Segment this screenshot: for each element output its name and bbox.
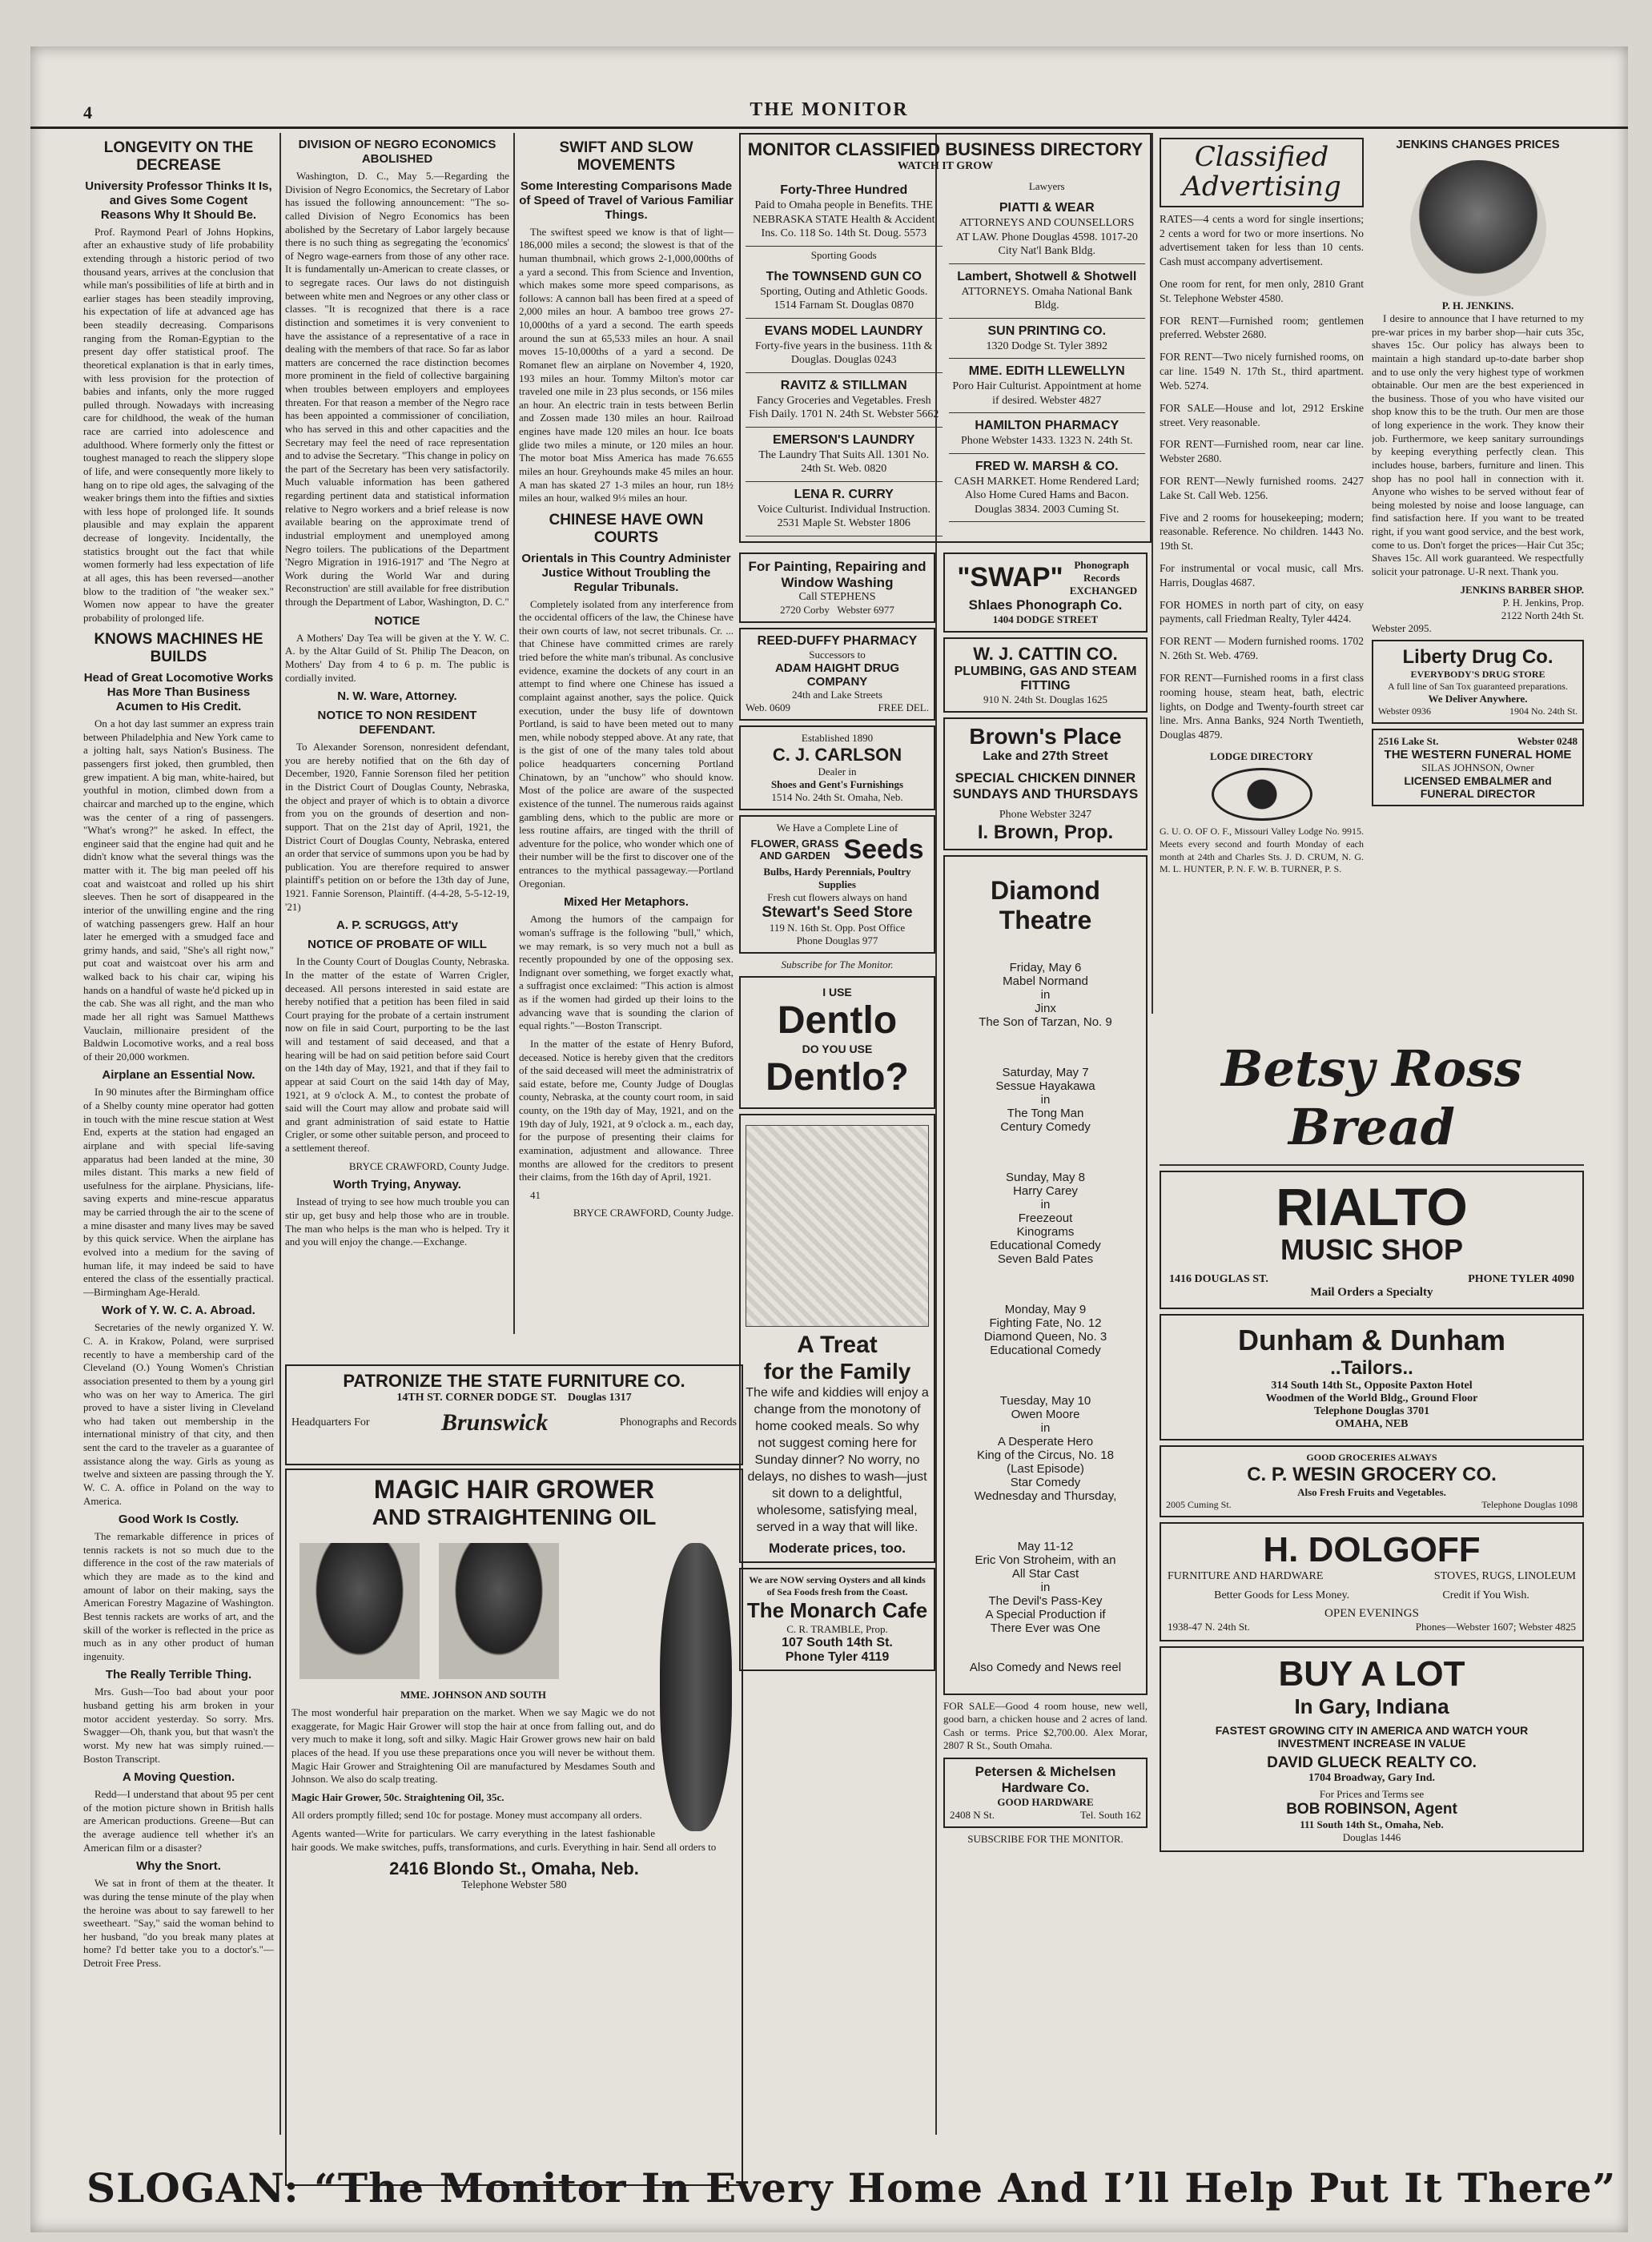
ad-images [291,1538,737,1684]
ad-title: Seeds [843,834,924,865]
article-body: We sat in front of them at the theater. It was during the tense minute of the play when the heroine was about to say farewell to her sweetheart. "Say," said the woman behind to her husband, "do you break many plates at home? I'd better take you to a doctor's."—Detroit Free Press. [83,1877,274,1969]
subscribe-note: SUBSCRIBE FOR THE MONITOR. [967,1833,1123,1845]
attorney-line: A. P. SCRUGGS, Att'y [336,918,458,933]
ad-address: 24th and Lake Streets [792,688,882,701]
portrait-photo [1410,160,1546,296]
article-body: Secretaries of the newly organized Y. W. C. A. in Krakow, Poland, were surprised recently to have a membership card of the Cleveland (O.) Young Women's Christian association presented to them by a young girl who was on her way to America. The girl proved to have a sister living in Cleveland who had taken out membership in the international ministry of that city, and then sent the card to the traveler as a guarantee of assistance along the way. Girls as young as twelve and sixteen are passing through the Y. W. C. A. office in Poland on the way to America. [83,1321,274,1507]
article-body: Completely isolated from any interference from the occidental officers of the law, the Chinese have their own courts of law, not secret tribunals. Cr. ... that Chinese have committed crimes are rarely tried before the white man's tribunal. As conclusive evidence, examine the dockets of any court in an attempt to find where one Chinese has issued a complaint against another, says the police. Quick execution, under the busy life of downtown Portland, is said to have been meted out to many men, while nobody stepped above. At any rate, that is the gist of one of the many tales told about police headquarters concerning Portland Chinatown, by an "unchow" who should know. Most of the police are aware of the suspected existence of the tunnel. The numerous raids against gambling dens, which to the public are more or less routine affairs, are tinged with the thrill of adventure for the police, who wonder which one of their number will be the first to discover one of the entrances to the mythical passageway.—Portland Oregonian. [519,597,734,890]
category-label: Sporting Goods [810,248,877,261]
column-rule [513,133,515,1334]
category-label: Lawyers [1028,180,1065,192]
article-body: I desire to announce that I have returned to my pre-war prices in my barber shop—hair cuts 35c, shaves 15c. Our policy has always been to maintain a high standard up-to-date barber shop and to use only the very highest type of workmen obtainable. Our men are the best experienced in the business. Those of you who have visited our shop know this to be the truth. Our men are those of long experience in the work. They know their job. Furthermore, we keep sanitary surroundings by keeping everything perfectly clean. This includes house, barbers, furniture and linen. This shop has no pool hall in connection with it. Anyone who wishes to be served without fear of being molested by noise and loose language, can find satisfaction here. If you want to be treated right, if you want good service, and the best work, come to us. Don't forget the prices—Hair Cut 35c; Shaves 15c. All work guaranteed. We respectfully solicit your patronage. U-R next. Thank you. [1372,312,1584,577]
ad-line: We are NOW serving Oysters and all kinds of Sea Foods fresh from the Coast. [749,1574,926,1598]
ad-line [1378,735,1578,748]
ad-title: Dentlo? [766,1055,909,1099]
directory-entry [949,264,1146,319]
ad-left: Headquarters For [291,1416,370,1428]
ad-name: Shlaes Phonograph Co. [968,597,1123,613]
ad-line: Shoes and Gent's Furnishings [770,777,904,790]
ad-prices: Moderate prices, too. [769,1541,906,1557]
directory-entry [746,319,943,373]
ad-line [1169,1273,1574,1286]
ad-phone: Tel. South 162 [1079,1809,1141,1821]
ad-phone: Douglas 1446 [1342,1831,1401,1843]
column-5 [1160,133,1364,1030]
ad-line: Established 1890 [801,731,874,744]
ad-title: Brown's Place [969,723,1122,749]
show-footer: Also Comedy and News reel [969,1660,1122,1674]
ad-orders: All orders promptly filled; send 10c for postage. Money must accompany all orders. [291,1809,642,1822]
entry-name: EVANS MODEL LAUNDRY [764,323,923,338]
ad-line: Call STEPHENS [798,590,876,603]
entry-lines: CASH MARKET. Home Rendered Lard; Also Home Cured Hams and Bacon. Douglas 3834. 2003 Cuming St. [954,475,1140,516]
entry-name: FRED W. MARSH & CO. [975,459,1119,473]
ad-line [746,604,929,617]
ad-row [291,1409,737,1436]
classified-ad: One room for rent, for men only, 2810 Grant St. Telephone Webster 4580. [1160,278,1364,304]
liberty-drug-ad [1372,640,1584,724]
article-body: Redd—I understand that about 95 per cent of the motion picture shown in British halls are American productions. Greene—But can the average audience tell whether it's an American film or a disaster? [83,1788,274,1854]
headline: Why the Snort. [136,1859,221,1874]
ad-line: Mail Orders a Specialty [1310,1286,1433,1299]
ad-phone: Phone Webster 3247 [999,808,1092,821]
wide-ads [1160,1031,1584,1857]
entry-lines: Sporting, Outing and Athletic Goods. 1514 Farnam St. Douglas 0870 [760,285,928,311]
ad-line [1168,1621,1576,1633]
hair-grower-ad [285,1469,743,2186]
ad-line [1069,558,1138,597]
legal-notice: In the matter of the estate of Henry Buford, deceased. Notice is hereby given that the creditors of the said deceased will meet the administratrix of said estate, before me, County Judge of Douglas county, Nebraska, at the county court room, in said county, on the 19th day of May, 1921, and on the 19th day of July, 1921, at 9 o'clock a. m., each day, for the purpose of presenting their claims for examination, adjustment and allowance. Three months are allowed for the creditors to present their claims, from the 16th day of April, 1921. [519,1037,734,1183]
ad-line: Dealer in [818,765,857,777]
directory-subtitle: WATCH IT GROW [897,160,994,172]
slogan-banner: SLOGAN: “The Monitor In Every Home And I’ll Help Put It There” [86,2164,1617,2212]
classified-ad: FOR RENT—Furnished room; gentlemen preferred. Webster 2680. [1160,314,1364,341]
lodge-title: LODGE DIRECTORY [1210,749,1313,762]
entry-lines: Voice Culturist. Individual Instruction. 2531 Maple St. Webster 1806 [757,503,931,529]
article-body: Among the humors of the campaign for woman's suffrage is the following "bull," which, we may remark, is so very much not a bull as recently propounded by one of the opposing sex. Indignant over something, we forget exactly what, a suffragist once exclaimed: "This action is almost as if the women had girded up their loins to the advancing wave that is sounding the clarion of equal rights."—Boston Transcript. [519,913,734,1032]
entry-name: The TOWNSEND GUN CO [766,269,922,283]
classified-ad: FOR RENT—Furnished rooms in a first class rooming house, steam heat, bath, electric lights, on Dodge and Twenty-fourth street car line. Mrs. Anna Banks, 924 North Twentieth, Douglas 4879. [1160,671,1364,741]
ad-delivery: FREE DEL. [878,701,929,713]
ad-address: 910 N. 24th St. Douglas 1625 [983,693,1107,705]
ad-subtitle: for the Family [763,1358,911,1384]
classified-ad: FOR SALE—House and lot, 2912 Erskine street. Very reasonable. [1160,401,1364,428]
family-dinner-illustration [746,1125,929,1327]
ad-address: 1514 No. 24th St. Omaha, Neb. [771,790,903,803]
ad-right: Phonographs and Records [619,1416,737,1428]
subheadline: Orientals in This Country Administer Justice Without Troubling the Regular Tribunals. [521,551,731,594]
ad-line: Woodmen of the World Bldg., Ground Floor [1265,1392,1478,1404]
ad-title: RIALTO [1276,1177,1468,1236]
ad-title: Liberty Drug Co. [1402,645,1554,668]
ad-address: 2005 Cuming St. [1166,1499,1232,1510]
entry-lines: Fancy Groceries and Vegetables. Fresh Fish Daily. 1701 N. 24th St. Webster 5662 [749,394,939,420]
entry-name: Lambert, Shotwell & Shotwell [957,269,1137,283]
swap-ad [943,552,1148,633]
ad-line-text: Phonograph Records [1074,558,1129,584]
ad-line-text: FURNITURE AND HARDWARE [1168,1570,1324,1582]
ad-phone: Telephone Douglas 3701 [1313,1405,1430,1417]
ad-title: H. DOLGOFF [1263,1530,1481,1569]
article-body: The swiftest speed we know is that of light—186,000 miles a second; the slowest is that of the human thumbnail, which grows 2-1,000,000ths of a yard a second. This from Science and Invention, which makes some more speed comparisons, as follows: A cannon ball has been fired at a speed of 2,000 miles an hour. A bamboo tree grows 27-10,000ths of a yard a second. The earth speeds around the sun at 65,533 miles an hour. A snail moves 15-10,000ths of a yard a second. De Romanet flew an airplane on November 4, 1920, 193 miles an hour. Tommy Milton's motor car traveled one mile in 23 plus seconds, or 156 miles an hour. An electric train in tests between Berlin and Zossen made 130 miles an hour. Railroad engines have made 120 miles an hour. Ice boats glide two miles a minute, or 120 miles an hour. The motor boat Miss America has made 76.655 miles an hour. Greyhounds make 45 miles an hour. A man has skated 27 1-3 miles an hour, run 18½ miles an hour, walked 9⅓ miles an hour. [519,225,734,504]
ad-address: 119 N. 16th St. Opp. Post Office [769,921,906,934]
stephens-ad [739,552,935,623]
ad-title: PATRONIZE THE STATE FURNITURE CO. [343,1371,685,1391]
ad-address: 1704 Broadway, Gary Ind. [1308,1772,1436,1784]
ad-body: The most wonderful hair preparation on the market. When we say Magic we do not exaggerate, for Magic Hair Grower will stop the hair at once from falling out, and do very much to make it long, soft and silky. Magic Hair Grower grows new hair on bald places of the head. If you use these preparations once you will never be without them. Magic Hair Grower and Straightening Oil are manufactured by Mesdames South and Johnson. We also do scalp treating. [291,1706,655,1786]
ad-line: Also Fresh Fruits and Vegetables. [1297,1486,1446,1498]
entry-name: Forty-Three Hundred [780,183,908,197]
classified-ad: FOR RENT—Two nicely furnished rooms, on car line. 1549 N. 17th St., third apartment. Web. 5274. [1160,351,1364,392]
ad-line-text: Credit if You Wish. [1442,1589,1529,1601]
page-header [30,94,1628,129]
ad-phone: Telephone Webster 580 [461,1879,567,1892]
business-directory [739,133,1152,543]
ad-title: The Monarch Cafe [746,1598,928,1623]
ad-address: 2416 Blondo St., Omaha, Neb. [389,1858,639,1879]
ad-line [1168,1570,1576,1583]
article-body: Washington, D. C., May 5.—Regarding the Division of Negro Economics, the Secretary of Labor has issued the following announcement: "The so-called Division of Negro Economics has been abolished by the Secretary of Labor largely because there is no such thing as segregating the 'economics' of Negro wage-earners from those of any other race. It is fundamentally un-American to create classes, or to segregate races. Our laws do not distinguish between white men and Negroes or any other class or classes. "It is recognized that there is a race distinction and sometimes it is very convenient to have the assistance of a representative of a race in dealing with the members of that race. So far as labor matters are concerned the race distinction becomes more prominent in the field of collective bargaining when troubles between employers and employees threaten. For that reason a member of the Negro race has been appointed a commissioner of conciliation, who has served in this and other capacities and the Secretary may feel the need of race representation and to advise the Secretary. "This change in policy on the part of the Secretary has been very satisfactorily. Much valuable information has been gathered regarding pertinent data and statistical information relative to Negro workers and a brief release is now available bearing on the approximate trend of industrial employment and unemployed among Negro toilers. The publications of the Department 'Negro Migration in 1916-1917' and 'The Negro at Work during the World War and during Reconstruction' are still available for free distribution through the Department of Labor, Washington, D. C." [285,170,509,608]
funeral-home-ad [1372,729,1584,806]
directory-entry [746,178,943,247]
ad-title: For Painting, Repairing and Window Washing [748,558,926,590]
brand-logo: Brunswick [440,1409,549,1436]
entry-name: SUN PRINTING CO. [987,323,1107,338]
signature: BRYCE CRAWFORD, County Judge. [348,1159,509,1172]
ad-line: I USE [822,985,852,998]
directory-entry [746,482,943,536]
column-rule [1152,133,1153,1014]
ad-line: A full line of San Tox guaranteed preparations. [1388,680,1568,692]
ad-address: 107 South 14th St. [782,1636,893,1650]
ad-line: Bulbs, Hardy Perennials, Poultry Supplies [763,865,911,890]
ad-subtitle: ..Tailors.. [1330,1357,1413,1379]
signature: JENKINS BARBER SHOP. [1460,583,1584,596]
show-listing: May 11-12 Eric Von Stroheim, with an All Star Cast in The Devil's Pass-Key A Special Production if There Ever was One [975,1539,1116,1635]
ad-line: For Prices and Terms see [1319,1788,1425,1800]
ad-address: 2516 Lake St. [1378,734,1439,747]
ad-address: 1938-47 N. 24th St. [1168,1621,1250,1633]
ad-title: C. P. WESIN GROCERY CO. [1247,1464,1497,1485]
ad-phone: Douglas 1317 [567,1392,632,1404]
entry-lines: Phone Webster 1433. 1323 N. 24th St. [961,435,1133,447]
ad-name: Stewart's Seed Store [762,903,913,921]
cattin-ad [943,637,1148,713]
ad-line [1168,1589,1576,1602]
entry-name: PIATTI & WEAR [999,201,1095,215]
ad-address: 111 South 14th St., Omaha, Neb. [1300,1818,1444,1830]
entry-name: LENA R. CURRY [794,487,894,501]
photo-caption: MME. JOHNSON AND SOUTH [400,1689,546,1701]
article-body: On a hot day last summer an express train between Philadelphia and New York came to a jolting halt, says Nation's Business. The passengers first joked, then grumbled, then grew impatient. A big man, white-haired, but youthful in motion, climbed down from a chaircar and marched up to the engine, which was the center of a ring of passengers. "What's wrong?" he asked. In effect, the engineer said that the engine had quit and he didn't know what the several things was the matter with it. The big man peeled off his coat and waistcoat and rolled up his shirt sleeves. Then he sort of disappeared in the interior of the unwilling engine and the ring of watching passengers grew. Half an hour later he emerged with a smudged face and grimy hands, and said, "She's all right now," put coat and waistcoat over his arm and walked back to his chair car, wiping his hands on a handful of waste he'd picked up in the cab. She was all right, and the man who made her all right was Samuel Matthews Vauclain, millionaire president of the Baldwin Locomotive works, and a real boss of their 20,000 workmen. [83,717,274,1063]
classified-ad: FOR HOMES in north part of city, on easy payments, call Friedman Realty, Tyler 4424. [1160,598,1364,625]
ad-line: We Have a Complete Line of [776,821,898,834]
show-listing: Sunday, May 8 Harry Carey in Freezeout Kinograms Educational Comedy Seven Bald Pates [990,1170,1101,1266]
photo-caption: P. H. JENKINS. [1441,299,1514,311]
ad-line: EVERYBODY'S DRUG STORE [1410,668,1545,680]
rialto-ad [1160,1171,1584,1309]
ad-address: 2408 N St. [950,1809,995,1821]
ad-line-text: STOVES, RUGS, LINOLEUM [1433,1570,1576,1582]
dentlo-ad [739,976,935,1109]
ad-title: Dunham & Dunham [1237,1324,1505,1356]
attorney-line: N. W. Ware, Attorney. [337,689,457,704]
ad-title: C. J. CARLSON [772,744,902,765]
ad-address: 314 South 14th St., Opposite Paxton Hotel [1271,1380,1473,1392]
ad-line: C. R. TRAMBLE, Prop. [786,1623,888,1636]
headline: Work of Y. W. C. A. Abroad. [102,1304,255,1318]
seed-store-ad [739,815,935,954]
column-2 [285,133,509,1382]
classified-ad: FOR RENT—Newly furnished rooms. 2427 Lake St. Call Web. 1256. [1160,474,1364,501]
ad-line: PLUMBING, GAS AND STEAM FITTING [954,664,1137,693]
ads-row [739,548,1152,1846]
show-listing: Friday, May 6 Mabel Normand in Jinx The Son of Tarzan, No. 9 [979,960,1112,1029]
treat-ad [739,1114,935,1564]
dolgoff-ad [1160,1522,1584,1641]
column-4 [739,133,1152,2151]
ad-line [950,559,1141,597]
ad-agents: Agents wanted—Write for particulars. We carry everything in the latest fashionable hair goods. We make switches, puffs, transformations, and curls. Everything in hair. Send all orders to [291,1827,717,1853]
ad-line [746,834,929,866]
eye-emblem-icon [1212,768,1312,821]
ads-left [739,548,935,1846]
ad-name: BOB ROBINSON, Agent [1286,1801,1457,1818]
newspaper-page [30,46,1628,2232]
entry-name: RAVITZ & STILLMAN [780,378,907,392]
article-body: In 90 minutes after the Birmingham office of a Shelby county mine operator had gotten in touch with the mine rescue station at West End, experts at the station had engaged an airplane and with special life-saving apparatus had been landed at the mine, 30 miles distant. This marks a new field of usefulness for the airplane. Physicians, life-saving experts and mine-rescue apparatus may be carried through the air to the scene of a mine disaster and many lives may be saved by this quick service. When the airplane has evolved into a medium for the saving of human life, it may indeed be said to have entered the class of the essentially practical.—Birmingham Age-Herald. [83,1086,274,1298]
monarch-cafe-ad [739,1568,935,1671]
directory-title: MONITOR CLASSIFIED BUSINESS DIRECTORY [747,139,1144,159]
ad-title: Dentlo [777,998,898,1042]
ad-line [746,701,929,714]
signature: Webster 2095. [1372,621,1432,634]
ad-line: GOOD HARDWARE [997,1796,1094,1808]
ad-line [1378,705,1578,717]
ad-line [950,1809,1141,1822]
headline: Good Work Is Costly. [118,1513,239,1527]
hair-switch-image [660,1543,732,1831]
column-3 [519,133,734,1334]
entry-name: EMERSON'S LAUNDRY [773,432,915,447]
article-body: Instead of trying to see how much trouble you can stir up, get busy and help those who are in trouble. The man who helps is the man who is helped. Try it and you will enjoy the change.—Exchange. [285,1195,509,1248]
furniture-ad [285,1364,743,1465]
directory-entry [949,454,1146,523]
classified-title: Classified Advertising [1182,141,1341,203]
entry-lines: Paid to Omaha people in Benefits. THE NEBRASKA STATE Health & Accident Ins. Co. 118 So. 14th St. Doug. 5573 [752,199,935,239]
ad-line: LICENSED EMBALMER and FUNERAL DIRECTOR [1404,773,1552,800]
classified-rates: RATES—4 cents a word for single insertions; 2 cents a word for two or more insertions. No advertisement taken for less than 10 cents. Cash must accompany advertisement. [1160,212,1364,268]
carlson-ad [739,725,935,810]
ad-title: Diamond Theatre [991,875,1100,934]
headline: NOTICE [374,613,420,628]
buy-a-lot-ad [1160,1646,1584,1852]
headline: The Really Terrible Thing. [105,1668,252,1682]
legal-notice: In the County Court of Douglas County, Nebraska. In the matter of the estate of Warren Crigler, deceased. All persons interested in said estate are hereby notified that a petition has been filed in said Court praying for the probate of a certain instrument now on file in said Court, purporting to be the last will and testament of said deceased, and that a hearing will be had on said petition before said Court on the 14th day of May, 1921, and that if they fail to appear at said Court on the said 14th day of May, 1921, at 9 o'clock A. M., to contest the probate of said will the Court may allow and probate said will and grant administration of said estate to Hattie Crigler, or some other suitable person, and proceed to a settlement thereof. [285,955,509,1154]
classified-header [1160,138,1364,207]
classified-ad: For instrumental or vocal music, call Mrs. Harris, Douglas 4687. [1160,562,1364,589]
lodge-text: G. U. O. OF O. F., Missouri Valley Lodge No. 9915. Meets every second and fourth Monday of each month at 24th and Charles Sts. J. D. CRUM, N. G. M. L. HUNTER, P. N. F. W. B. TURNER, P. S. [1160,825,1364,875]
betsy-ross-logo: Betsy Ross Bread [1160,1031,1584,1166]
entry-lines: 1320 Dodge St. Tyler 3892 [986,340,1108,352]
ad-title: THE WESTERN FUNERAL HOME [1384,747,1572,761]
article-body: Mrs. Gush—Too bad about your poor husband getting his arm broken in your motor accident yesterday. So sorry. Mrs. Swagger—Oh, thank you, but that wasn't the worst. My new hat was simply ruined.—Boston Transcript. [83,1686,274,1765]
ad-line: GOOD GROCERIES ALWAYS [1306,1452,1437,1463]
ad-phone: PHONE TYLER 4090 [1468,1273,1574,1285]
ad-phone: Web. 0609 [746,701,790,713]
ad-title: MAGIC HAIR GROWER [373,1475,655,1504]
directory-entry [949,413,1146,454]
signature: BRYCE CRAWFORD, County Judge. [573,1207,734,1219]
directory-entry [746,373,943,428]
ad-address: 1404 DODGE STREET [992,613,1099,625]
subheadline: Head of Great Locomotive Works Has More Than Business Acumen to His Credit. [83,671,274,714]
portrait-photo [299,1543,420,1679]
ad-line: We Deliver Anywhere. [1428,692,1528,705]
ad-phone: Webster 0936 [1378,705,1432,717]
headline: KNOWS MACHINES HE BUILDS [94,631,263,666]
ad-phone: Phones—Webster 1607; Webster 4825 [1415,1621,1576,1633]
ad-line-text: EXCHANGED [1069,584,1138,597]
ad-subtitle: MUSIC SHOP [1280,1233,1464,1266]
reed-duffy-ad [739,628,935,721]
ad-line: SPECIAL CHICKEN DINNER SUNDAYS AND THURSDAYS [952,769,1139,802]
headline: NOTICE TO NON RESIDENT DEFENDANT. [317,709,477,737]
ad-phone: Phone Douglas 977 [796,934,878,946]
diamond-theatre-ad [943,855,1148,1695]
classified-ad: FOR RENT—Furnished room, near car line. Webster 2680. [1160,438,1364,465]
ad-address: 2720 Corby [780,603,830,616]
ad-phone: Webster 6977 [837,603,894,616]
directory-left [746,178,943,536]
ad-name: DAVID GLUECK REALTY CO. [1267,1754,1477,1771]
browns-place-ad [943,717,1148,850]
masthead-title: THE MONITOR [750,99,909,120]
page-number: 4 [83,102,92,123]
headline: A Moving Question. [122,1770,235,1785]
subheadline: University Professor Thinks It Is, and Gives Some Cogent Reasons Why It Should Be. [85,179,272,222]
ad-prices: Magic Hair Grower, 50c. Straightening Oil, 35c. [291,1790,504,1803]
directory-entry [746,264,943,319]
entry-lines: ATTORNEYS. Omaha National Bank Bldg. [961,285,1133,311]
ad-line: OMAHA, NEB [1335,1418,1409,1430]
ad-title: BUY A LOT [1278,1654,1465,1694]
ad-body: The wife and kiddies will enjoy a change from the monotony of home cooked meals. So why not suggest coming here for Sunday dinner? No worry, no delays, no dishes to wash—just sit down to a delightful, wholesome, satisfying meal, served in a way that will like. [746,1385,929,1535]
ad-phone: Telephone Douglas 1098 [1481,1499,1578,1510]
portrait-photo [439,1543,559,1679]
headline: DIVISION OF NEGRO ECONOMICS ABOLISHED [298,138,496,166]
article-body: The remarkable difference in prices of tennis rackets is not so much due to the difference in the cost of the raw materials of which they are made as to the kind and amount of labor on their making, says the American Forestry Magazine of Washington. Best tennis rackets are works of art, and the skill of the worker is reflected in the price as much as in any other product of human ingenuity. [83,1530,274,1662]
headline: CHINESE HAVE OWN COURTS [549,511,704,546]
wesin-grocery-ad [1160,1445,1584,1517]
ad-address-text: 14TH ST. CORNER DODGE ST. [396,1392,557,1404]
ads-right [943,548,1148,1846]
ad-phone: Phone Tyler 4119 [785,1650,890,1665]
petersen-hardware-ad [943,1758,1148,1828]
ad-address: 1416 DOUGLAS ST. [1169,1273,1268,1285]
ad-address: Lake and 27th Street [983,749,1108,763]
article-body: Prof. Raymond Pearl of Johns Hopkins, after an exhaustive study of life probability extending through a historic period of two thousand years, arrives at the conclusion that while man's possibilities of life at birth and in earlier stages has been steadily improving, his expectation of life at advanced age has been steadily decreasing. Comparisons ranging from the Roman-Egyptian to the present day offer statistical proof. The theoretical explanation is that in early times, with less provision for the protection of babies and infants, only the more rugged pulled through. Nowadays with increasing care for childhood, the weak of the human race are carried into adolescence and adulthood. Where formerly only the fittest or toughest managed to reach the slippery slope of life, and were consequently more likely to hang on to ripe old ages, the salvaging of the weaker brings them into the fifties and sixties with less hope of prolonged life. It sounds plausible and may explain the apparent decrease of longevity. Incidentally, the statistics brought out the fact that while women formerly had less expectation of life at all ages, this has been reversed—another blow to the tradition of "the weaker sex." Women now appear to have the greater probability of prolonged life. [83,225,274,624]
ad-address [291,1392,737,1404]
ad-title: REED-DUFFY PHARMACY [757,633,918,648]
entry-lines: Forty-five years in the business. 11th & Douglas. Douglas 0243 [754,340,933,366]
entry-lines: Poro Hair Culturist. Appointment at home if desired. Webster 4827 [952,380,1142,407]
entry-lines: ATTORNEYS AND COUNSELLORS AT LAW. Phone Douglas 4598. 1017-20 City Nat'l Bank Bldg. [955,217,1138,257]
ad-line: SILAS JOHNSON, Owner [1421,761,1534,773]
entry-name: HAMILTON PHARMACY [975,419,1119,432]
entry-lines: The Laundry That Suits All. 1301 No. 24th St. Web. 0820 [758,448,930,475]
dunham-ad [1160,1314,1584,1440]
directory-entry [949,319,1146,360]
ad-title: A Treat [797,1331,878,1358]
signature: P. H. Jenkins, Prop. [1502,596,1584,609]
directory-entry [949,359,1146,413]
directory-grid [746,178,1145,536]
show-listing: Monday, May 9 Fighting Fate, No. 12 Diamond Queen, No. 3 Educational Comedy [983,1302,1107,1357]
show-listing: Tuesday, May 10 Owen Moore in A Desperate Hero King of the Circus, No. 18 (Last Episode) Star Comedy Wednesday and Thursday, [974,1393,1117,1503]
ad-line: OPEN EVENINGS [1324,1607,1419,1620]
ad-title: W. J. CATTIN CO. [973,643,1118,664]
directory-entry [949,195,1146,264]
ad-line: FASTEST GROWING CITY IN AMERICA AND WATCH YOUR INVESTMENT INCREASE IN VALUE [1215,1724,1529,1750]
subheadline: Some Interesting Comparisons Made of Speed of Travel of Various Familiar Things. [519,179,734,222]
directory-right [949,178,1146,536]
ad-line: Fresh cut flowers always on hand [767,890,907,903]
ad-line: FLOWER, GRASS AND GARDEN [750,838,839,862]
headline: Mixed Her Metaphors. [564,895,689,910]
column-6 [1372,133,1584,1030]
ad-address: 1904 No. 24th St. [1509,705,1578,717]
notice-number: 41 [530,1188,541,1201]
ad-line: Successors to [809,648,866,661]
ad-subtitle: In Gary, Indiana [1294,1694,1449,1718]
ad-line-text: Better Goods for Less Money. [1214,1589,1350,1601]
headline: JENKINS CHANGES PRICES [1396,138,1560,151]
legal-notice: To Alexander Sorenson, nonresident defendant, you are hereby notified that on the 6th day of December, 1920, Fannie Sorenson filed her petition in the District Court of Douglas County, Nebraska, the object and prayer of which is to obtain a divorce from you on the grounds of desertion and non-support. That on the 21st day of April, 1921, the District Court of Douglas County, Nebraska, entered an order that service of summons upon you be had by publication. You are therefore required to answer plaintiff's petition on or before the 13th day of June, 1921. Fannie Sorenson, Plaintiff. (4-4-28, 5-5-12-19, '21) [285,741,509,913]
column-rule [279,133,281,2135]
headline: Airplane an Essential Now. [102,1068,255,1083]
show-listing: Saturday, May 7 Sessue Hayakawa in The Tong Man Century Comedy [995,1065,1095,1134]
ad-line: I. Brown, Prop. [977,821,1114,843]
column-1 [83,133,274,2151]
ad-line [1166,1499,1578,1511]
ad-subtitle: AND STRAIGHTENING OIL [372,1505,657,1529]
ad-phone: Webster 0248 [1517,734,1578,747]
headline: NOTICE OF PROBATE OF WILL [307,938,487,952]
headline: SWIFT AND SLOW MOVEMENTS [559,139,693,174]
subscribe-note: Subscribe for The Monitor. [781,958,894,970]
entry-name: MME. EDITH LLEWELLYN [968,364,1125,378]
classified-for-sale: FOR SALE—Good 4 room house, new well, good barn, a chicken house and 2 acres of land. Cash or terms. Price $2,700.00. Alex Morar, 2807 R St., South Omaha. [943,1699,1148,1752]
article-body: A Mothers' Day Tea will be given at the Y. W. C. A. by the Altar Guild of St. Philip The Deacon, on Mothers' Day from 4 to 6 p. m. The public is cordially invited. [285,631,509,684]
ad-title: Petersen & Michelsen Hardware Co. [975,1764,1116,1795]
ad-line: DO YOU USE [802,1042,873,1055]
signature: 2122 North 24th St. [1501,609,1584,621]
ad-title: "SWAP" [957,562,1063,593]
headline: Worth Trying, Anyway. [333,1178,461,1192]
ad-name: ADAM HAIGHT DRUG COMPANY [775,661,899,689]
headline: LONGEVITY ON THE DECREASE [103,139,254,174]
classified-ad: FOR RENT — Modern furnished rooms. 1702 N. 26th St. Web. 4769. [1160,635,1364,662]
classified-ad: Five and 2 rooms for housekeeping; modern; reasonable. Reference. No children. 1443 No. 19th St. [1160,511,1364,552]
directory-entry [746,428,943,482]
